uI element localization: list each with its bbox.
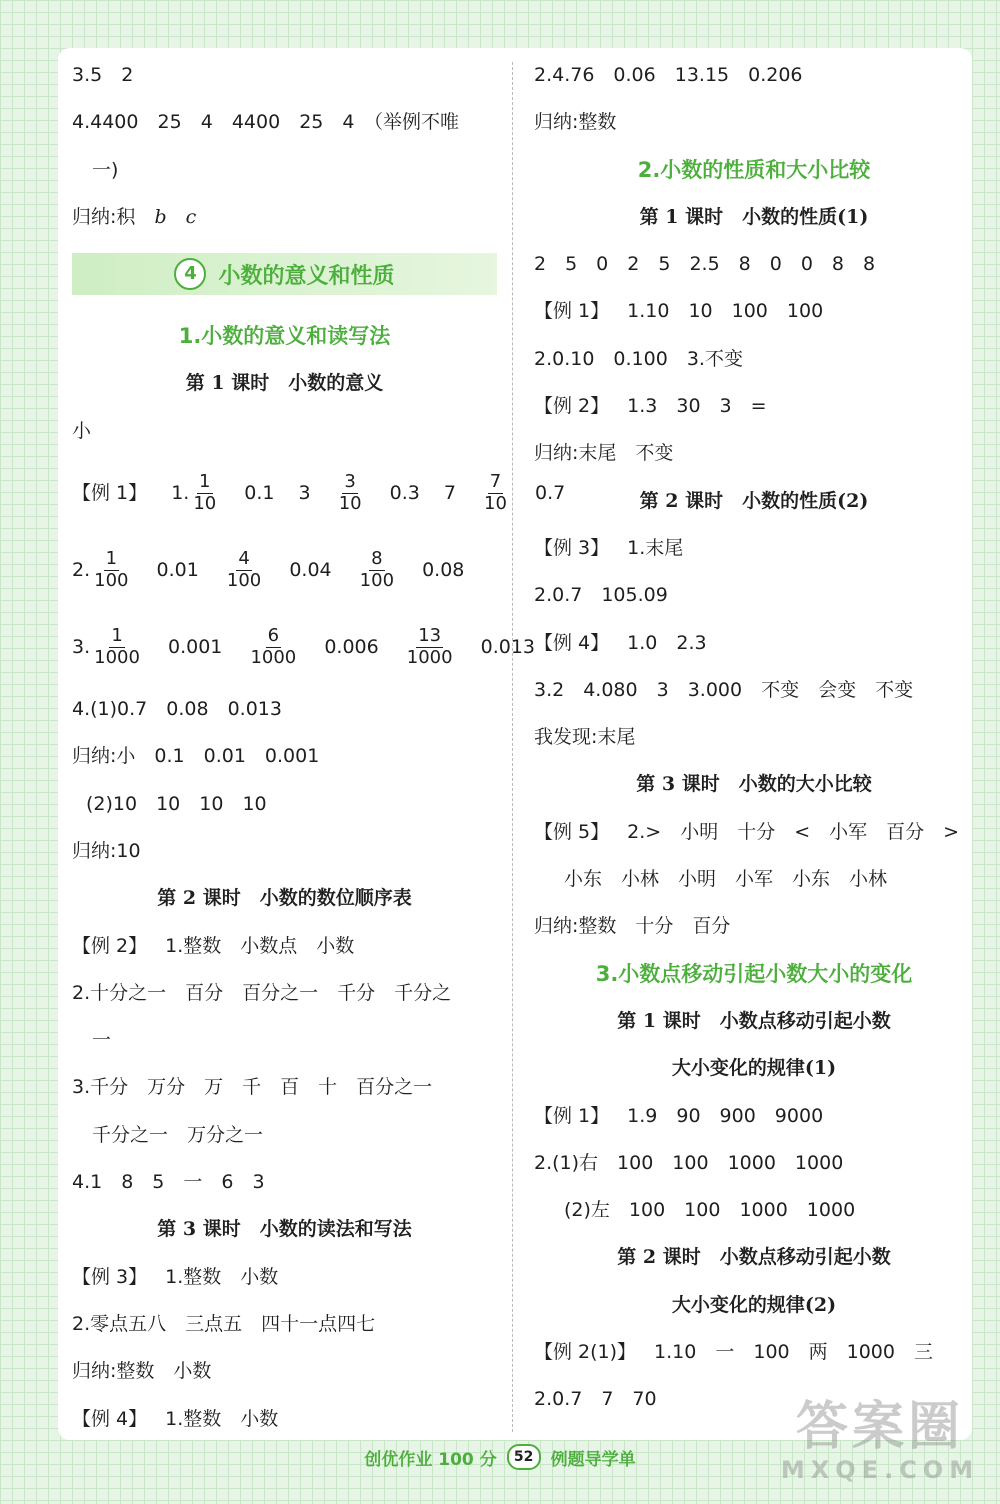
- book-title: 创优作业 100 分: [364, 1449, 497, 1470]
- answer-row: (2)10 10 10 10: [86, 792, 267, 815]
- example-label: 【例 2】: [72, 934, 148, 957]
- fraction: $\frac{3}{10}$: [338, 471, 362, 515]
- lesson-heading: 第 2 课时 小数的数位顺序表: [157, 887, 412, 910]
- answer-row: 一): [92, 158, 119, 181]
- example-row: 【例 2】 1.整数 小数点 小数: [72, 934, 355, 957]
- right-column: [534, 52, 974, 1424]
- summary-row: 归纳:末尾 不变: [534, 442, 674, 465]
- chapter-number-badge: 4: [174, 258, 206, 290]
- answer-row: 2 5 0 2 5 2.5 8 0 0 8 8: [534, 253, 876, 276]
- watermark-text: 答案圈: [795, 1397, 964, 1457]
- example-row: 【例 1】 1.9 90 900 9000: [534, 1104, 824, 1127]
- example-row: 【例 4】 1.0 2.3: [534, 631, 707, 654]
- lesson-heading: 第 1 课时 小数的意义: [185, 372, 384, 395]
- example-row: 【例 5】 2.> 小明 十分 < 小军 百分 >: [534, 820, 960, 843]
- section-heading: 2.小数的性质和大小比较: [637, 157, 871, 182]
- fraction: $\frac{1}{1000}$: [94, 625, 140, 669]
- lesson-heading: 第 2 课时 小数点移动引起小数: [617, 1246, 891, 1269]
- answer-row: 2.4.76 0.06 13.15 0.206: [534, 64, 803, 86]
- fraction: $\frac{4}{100}$: [226, 548, 262, 592]
- summary-row: 归纳:整数 十分 百分: [534, 915, 731, 938]
- example-label: 【例 4】: [534, 631, 610, 654]
- example-label: 【例 1】: [534, 1104, 610, 1127]
- lesson-heading: 第 2 课时 小数的性质(2): [639, 489, 869, 512]
- example-row: 【例 2】 1.3 30 3 =: [534, 395, 767, 418]
- lesson-heading: 第 1 课时 小数的性质(1): [639, 205, 869, 228]
- answer-row: 2.十分之一 百分 百分之一 千分 千分之: [72, 981, 452, 1004]
- example-label: 【例 2】: [534, 395, 610, 418]
- answer-row: 2. $\frac{1}{100}$ 0.01 $\frac{4}{100}$ 0.04 $\frac{8}{100}$ 0.08: [72, 548, 465, 592]
- fraction: $\frac{6}{1000}$: [250, 625, 297, 669]
- column-divider: [512, 62, 513, 1432]
- answer-row: 4.4400 25 4 4400 25 4 （举例不唯: [72, 111, 460, 134]
- example-label: 【例 1】: [534, 300, 610, 323]
- left-column: [72, 52, 566, 1443]
- answer-row: 3. $\frac{1}{1000}$ 0.001 $\frac{6}{1000}$ 0.006 $\frac{13}{1000}$ 0.013: [72, 625, 536, 669]
- discovery-row: 我发现:末尾: [534, 726, 636, 749]
- answer-row: 3.5 2: [72, 64, 134, 86]
- answer-row: 3.千分 万分 万 千 百 十 百分之一: [72, 1076, 433, 1099]
- answer-row: 4.1 8 5 一 6 3: [72, 1171, 265, 1194]
- summary-row: 归纳:积 b c: [72, 205, 197, 228]
- example-row: 【例 4】 1.整数 小数: [72, 1407, 279, 1430]
- answer-row: 2.0.7 7 70: [534, 1388, 657, 1411]
- answer-row: 小东 小林 小明 小军 小东 小林: [564, 868, 888, 891]
- answer-row: 2.(1)右 100 100 1000 1000: [534, 1151, 844, 1174]
- chapter-title: 小数的意义和性质: [218, 263, 395, 289]
- watermark: [770, 1398, 990, 1498]
- example-row: 【例 3】 1.整数 小数: [72, 1265, 279, 1288]
- answer-row: (2)左 100 100 1000 1000: [564, 1199, 856, 1222]
- answer-row: 2.零点五八 三点五 四十一点四七: [72, 1312, 376, 1335]
- summary-row: 归纳:整数: [534, 111, 617, 134]
- example-row: 【例 2(1)】 1.10 一 100 两 1000 三: [534, 1341, 933, 1364]
- example-row: 【例 1】 1.10 10 100 100: [534, 300, 824, 323]
- chapter-banner: [72, 253, 497, 295]
- fraction: $\frac{8}{100}$: [359, 548, 395, 592]
- example-row: 【例 1】 1. $\frac{1}{10}$ 0.1 3 $\frac{3}{10}$ 0.3 7 $\frac{7}{10}$ 0.7: [72, 471, 566, 515]
- example-row: 【例 3】 1.末尾: [534, 536, 684, 559]
- summary-row: 归纳:小 0.1 0.01 0.001: [72, 745, 320, 768]
- answer-row: 2.0.7 105.09: [534, 584, 668, 607]
- example-label: 【例 2(1)】: [534, 1341, 637, 1364]
- example-label: 【例 3】: [72, 1265, 148, 1288]
- lesson-heading: 第 3 课时 小数的读法和写法: [157, 1218, 412, 1241]
- answer-row: 一: [92, 1029, 112, 1052]
- lesson-heading: 第 1 课时 小数点移动引起小数: [617, 1009, 891, 1032]
- example-label: 【例 4】: [72, 1407, 148, 1430]
- example-label: 【例 3】: [534, 536, 610, 559]
- answer-row: 千分之一 万分之一: [92, 1123, 264, 1146]
- page-number: 52: [507, 1444, 541, 1470]
- watermark-url: MXQE.COM: [780, 1456, 980, 1484]
- lesson-heading: 大小变化的规律(1): [671, 1057, 837, 1080]
- fraction: $\frac{1}{100}$: [94, 548, 129, 592]
- answer-row: 2.0.10 0.100 3.不变: [534, 347, 743, 370]
- answer-row: 3.2 4.080 3 3.000 不变 会变 不变: [534, 678, 914, 701]
- example-label: 【例 5】: [534, 820, 610, 843]
- lesson-heading: 第 3 课时 小数的大小比较: [636, 773, 872, 796]
- section-heading: 1.小数的意义和读写法: [178, 324, 391, 349]
- fraction: $\frac{1}{10}$: [193, 471, 217, 515]
- answer-row: 小: [72, 419, 92, 442]
- summary-row: 归纳:整数 小数: [72, 1360, 212, 1383]
- book-subtitle: 例题导学单: [550, 1449, 636, 1470]
- example-label: 【例 1】: [72, 482, 148, 505]
- lesson-heading: 大小变化的规律(2): [671, 1293, 837, 1316]
- fraction: $\frac{7}{10}$: [484, 471, 507, 515]
- section-heading: 3.小数点移动引起小数大小的变化: [595, 961, 913, 986]
- summary-row: 归纳:10: [72, 839, 141, 862]
- answer-row: 4.(1)0.7 0.08 0.013: [72, 698, 282, 721]
- fraction: $\frac{13}{1000}$: [406, 625, 453, 669]
